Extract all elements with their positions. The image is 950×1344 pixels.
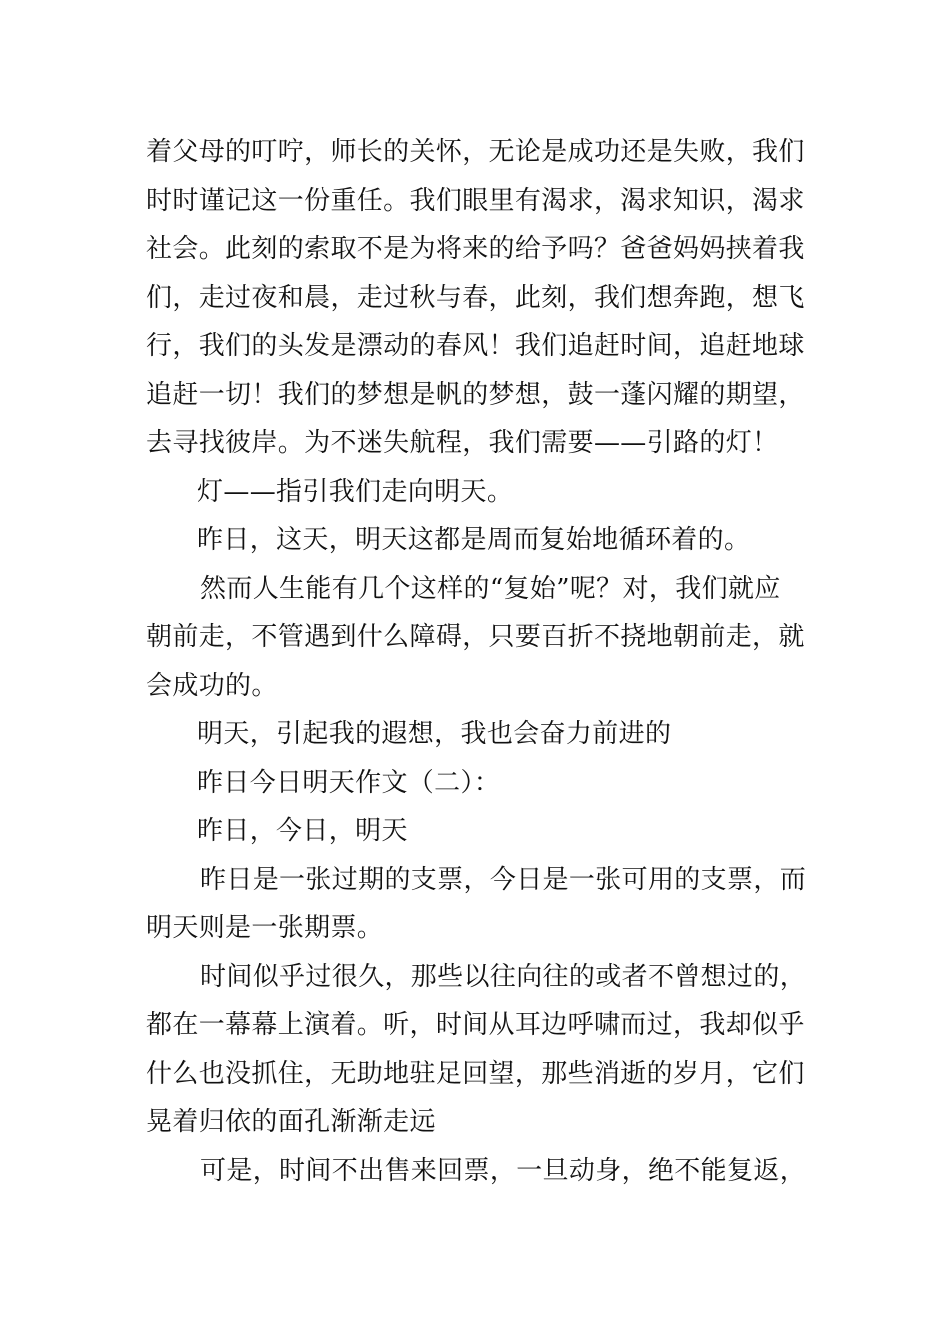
text-line: 会成功的。 bbox=[146, 670, 278, 701]
text-line: 追赶一切！我们的梦想是帆的梦想，鼓一蓬闪耀的期望， bbox=[146, 379, 805, 410]
text-line: 明天则是一张期票。 bbox=[146, 913, 384, 943]
paragraph-line: 时间似乎过很久，那些以往向往的或者不曾想过的， bbox=[200, 961, 807, 992]
section-heading: 昨日今日明天作文（二）： bbox=[197, 767, 501, 798]
text-line: 朝前走，不管遇到什么障碍，只要百折不挠地朝前走，就 bbox=[146, 622, 805, 652]
text-line: 着父母的叮咛，师长的关怀，无论是成功还是失败，我们 bbox=[146, 137, 805, 167]
text-line: 什么也没抓住，无助地驻足回望，那些消逝的岁月，它们 bbox=[146, 1058, 805, 1089]
paragraph-line: 灯——指引我们走向明天。 bbox=[197, 476, 514, 507]
paragraph-line: 昨日，这天，明天这都是周而复始地循环着的。 bbox=[197, 525, 751, 555]
paragraph-line: 然而人生能有几个这样的“复始”呢？对，我们就应 bbox=[200, 573, 781, 604]
text-line: 晃着归依的面孔渐渐走远 bbox=[146, 1107, 436, 1137]
text-line: 们，走过夜和晨，走过秋与春，此刻，我们想奔跑，想飞 bbox=[146, 282, 805, 313]
body-text bbox=[146, 128, 816, 1195]
text-line: 都在一幕幕上演着。听，时间从耳边呼啸而过，我却似乎 bbox=[146, 1010, 805, 1040]
text-line: 时时谨记这一份重任。我们眼里有渴求，渴求知识，渴求 bbox=[146, 185, 805, 216]
text-line: 去寻找彼岸。为不迷失航程，我们需要——引路的灯！ bbox=[146, 428, 779, 458]
text-line: 社会。此刻的索取不是为将来的给予吗？爸爸妈妈挟着我 bbox=[146, 234, 805, 264]
text-line: 行，我们的头发是漂动的春风！我们追赶时间，追赶地球 bbox=[146, 331, 805, 361]
paragraph-line: 可是，时间不出售来回票，一旦动身，绝不能复返， bbox=[200, 1155, 807, 1186]
paragraph-line: 明天，引起我的遐想，我也会奋力前进的 bbox=[197, 719, 672, 749]
paragraph-line: 昨日是一张过期的支票，今日是一张可用的支票，而 bbox=[200, 864, 807, 895]
article-title: 昨日，今日，明天 bbox=[197, 816, 408, 846]
